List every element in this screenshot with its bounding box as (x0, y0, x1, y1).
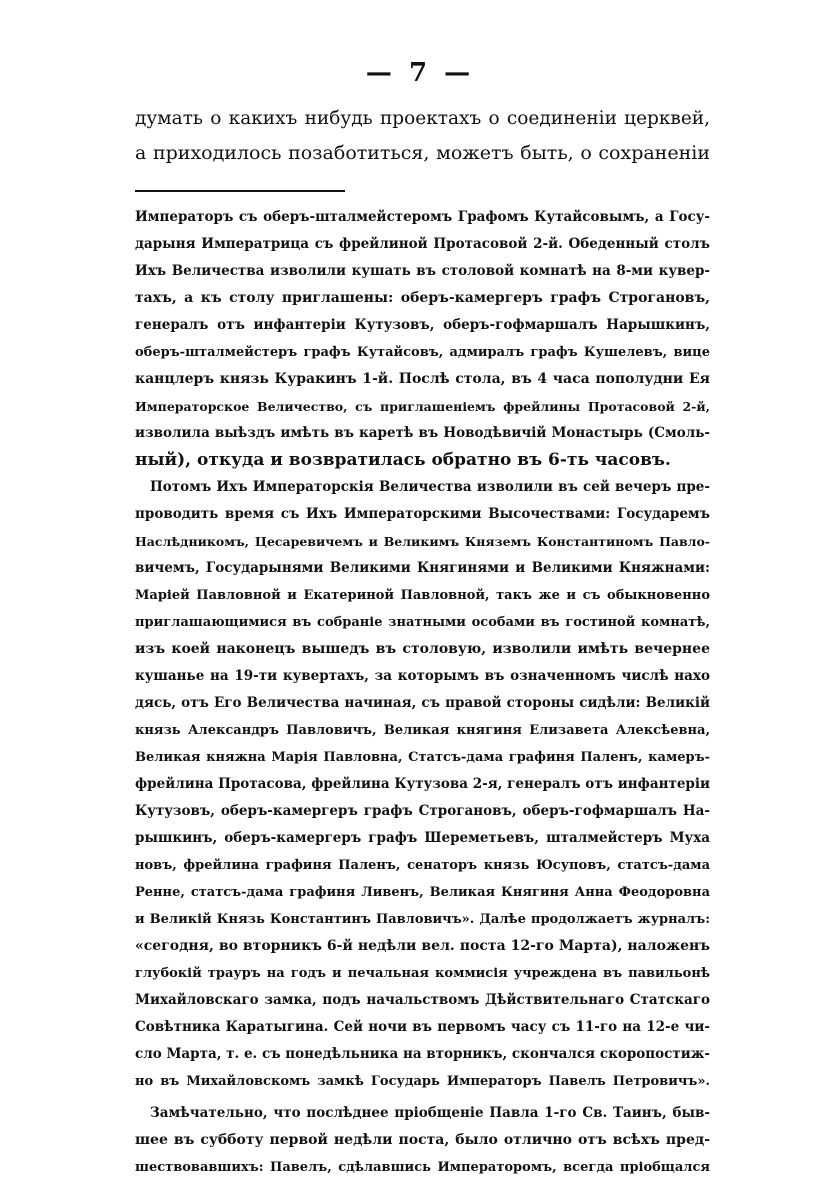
page-number: — 7 — (365, 58, 475, 88)
footnote-line: канцлеръ князь Куракинъ 1-й. Послѣ стола, въ 4 часа пополудни Ея (135, 371, 710, 387)
footnote-line: Императоръ съ оберъ-шталмейстеромъ Графомъ Кутайсовымъ, а Госу- (135, 209, 710, 225)
footnote-line: Михайловскаго замка, подъ начальствомъ Дѣйствительнаго Статскаго (135, 992, 710, 1008)
footnote-line: приглашающимися въ собраніе знатными особами въ гостиной комнатѣ, (135, 615, 710, 630)
footnote-line: ный), откуда и возвратилась обратно въ 6-ть часовъ. (135, 450, 671, 470)
footnote-line: рышкинъ, оберъ-камергеръ графъ Шереметьевъ, шталмейстеръ Муха (135, 830, 710, 846)
footnote-line: фрейлина Протасова, фрейлина Кутузова 2-я, генералъ отъ инфантеріи (135, 776, 710, 792)
footnote-line: оберъ-шталмейстеръ графъ Кутайсовъ, адмиралъ графъ Кушелевъ, вице (135, 345, 710, 360)
footnote-line: Императорское Величество, съ приглашеніемъ фрейлины Протасовой 2-й, (135, 399, 710, 414)
footnote-line: шествовавшихъ: Павелъ, сдѣлавшись Императоромъ, всегда пріобщался (135, 1160, 710, 1175)
footnote-line: Великая княжна Марія Павловна, Статсъ-дама графиня Паленъ, камеръ- (135, 750, 710, 765)
footnote-line: тахъ, а къ столу приглашены: оберъ-камергеръ графъ Строгановъ, (135, 290, 710, 306)
footnote-line: сло Марта, т. е. съ понедѣльника на вторникъ, скончался скоропостиж- (135, 1046, 710, 1062)
footnote-line: Ихъ Величества изволили кушать въ столовой комнатѣ на 8-ми кувер- (135, 263, 710, 279)
footnote-line: глубокій трауръ на годъ и печальная коммисія учреждена въ павильонѣ (135, 966, 710, 981)
footnote-separator (135, 190, 345, 192)
footnote-line: изъ коей наконецъ вышедъ въ столовую, изволили имѣть вечернее (135, 641, 710, 657)
footnote-line: кушанье на 19-ти кувертахъ, за которымъ въ означенномъ числѣ нахо (135, 668, 710, 684)
main-text-line: думать о какихъ нибудь проектахъ о соединеніи церквей, (135, 108, 710, 129)
footnote-line: проводить время съ Ихъ Императорскими Высочествами: Государемъ (135, 506, 710, 522)
main-text-line: а приходилось позаботиться, можетъ быть, о сохраненіи (135, 142, 710, 164)
footnote-line: князь Александръ Павловичъ, Великая княгиня Елизавета Алексѣевна, (135, 723, 710, 738)
footnote-line: и Великій Князь Константинъ Павловичъ». Далѣе продолжаетъ журналъ: (135, 912, 710, 927)
footnote-line: дарыня Императрица съ фрейлиной Протасовой 2-й. Обеденный столъ (135, 236, 710, 252)
footnote-line: Маріей Павловной и Екатериной Павловной, такъ же и съ обыкновенно (135, 588, 710, 603)
footnote-line: Наслѣдникомъ, Цесаревичемъ и Великимъ Княземъ Константиномъ Павло- (135, 534, 710, 549)
footnote-line: Потомъ Ихъ Императорскія Величества изволили въ сей вечеръ пре- (150, 479, 710, 495)
footnote-line: Замѣчательно, что послѣднее пріобщеніе Павла 1-го Св. Таинъ, быв- (150, 1105, 710, 1121)
footnote-line: дясь, отъ Его Величества начиная, съ правой стороны сидѣли: Великій (135, 695, 710, 711)
footnote-line: Совѣтника Каратыгина. Сей ночи въ первомъ часу съ 11-го на 12-е чи- (135, 1019, 710, 1035)
footnote-line: новъ, фрейлина графиня Паленъ, сенаторъ князь Юсуповъ, статсъ-дама (135, 858, 710, 873)
footnote-line: шее въ субботу первой недѣли поста, было отлично отъ всѣхъ пред- (135, 1132, 710, 1148)
footnote-line: изволила выѣздъ имѣть въ каретѣ въ Новодѣвичій Монастырь (Смоль- (135, 425, 710, 441)
footnote-line: но въ Михайловскомъ замкѣ Государь Императоръ Павелъ Петровичъ». (135, 1074, 710, 1089)
footnote-line: «сегодня, во вторникъ 6-й недѣли вел. поста 12-го Марта), наложенъ (135, 938, 710, 954)
footnote-line: Ренне, статсъ-дама графиня Ливенъ, Великая Княгиня Анна Феодоровна (135, 885, 710, 900)
footnote-line: Кутузовъ, оберъ-камергеръ графъ Строгановъ, оберъ-гофмаршалъ На- (135, 803, 710, 819)
footnote-line: генералъ отъ инфантеріи Кутузовъ, оберъ-гофмаршалъ Нарышкинъ, (135, 317, 710, 333)
footnote-line: вичемъ, Государынями Великими Княгинями и Великими Княжнами: (135, 560, 710, 576)
